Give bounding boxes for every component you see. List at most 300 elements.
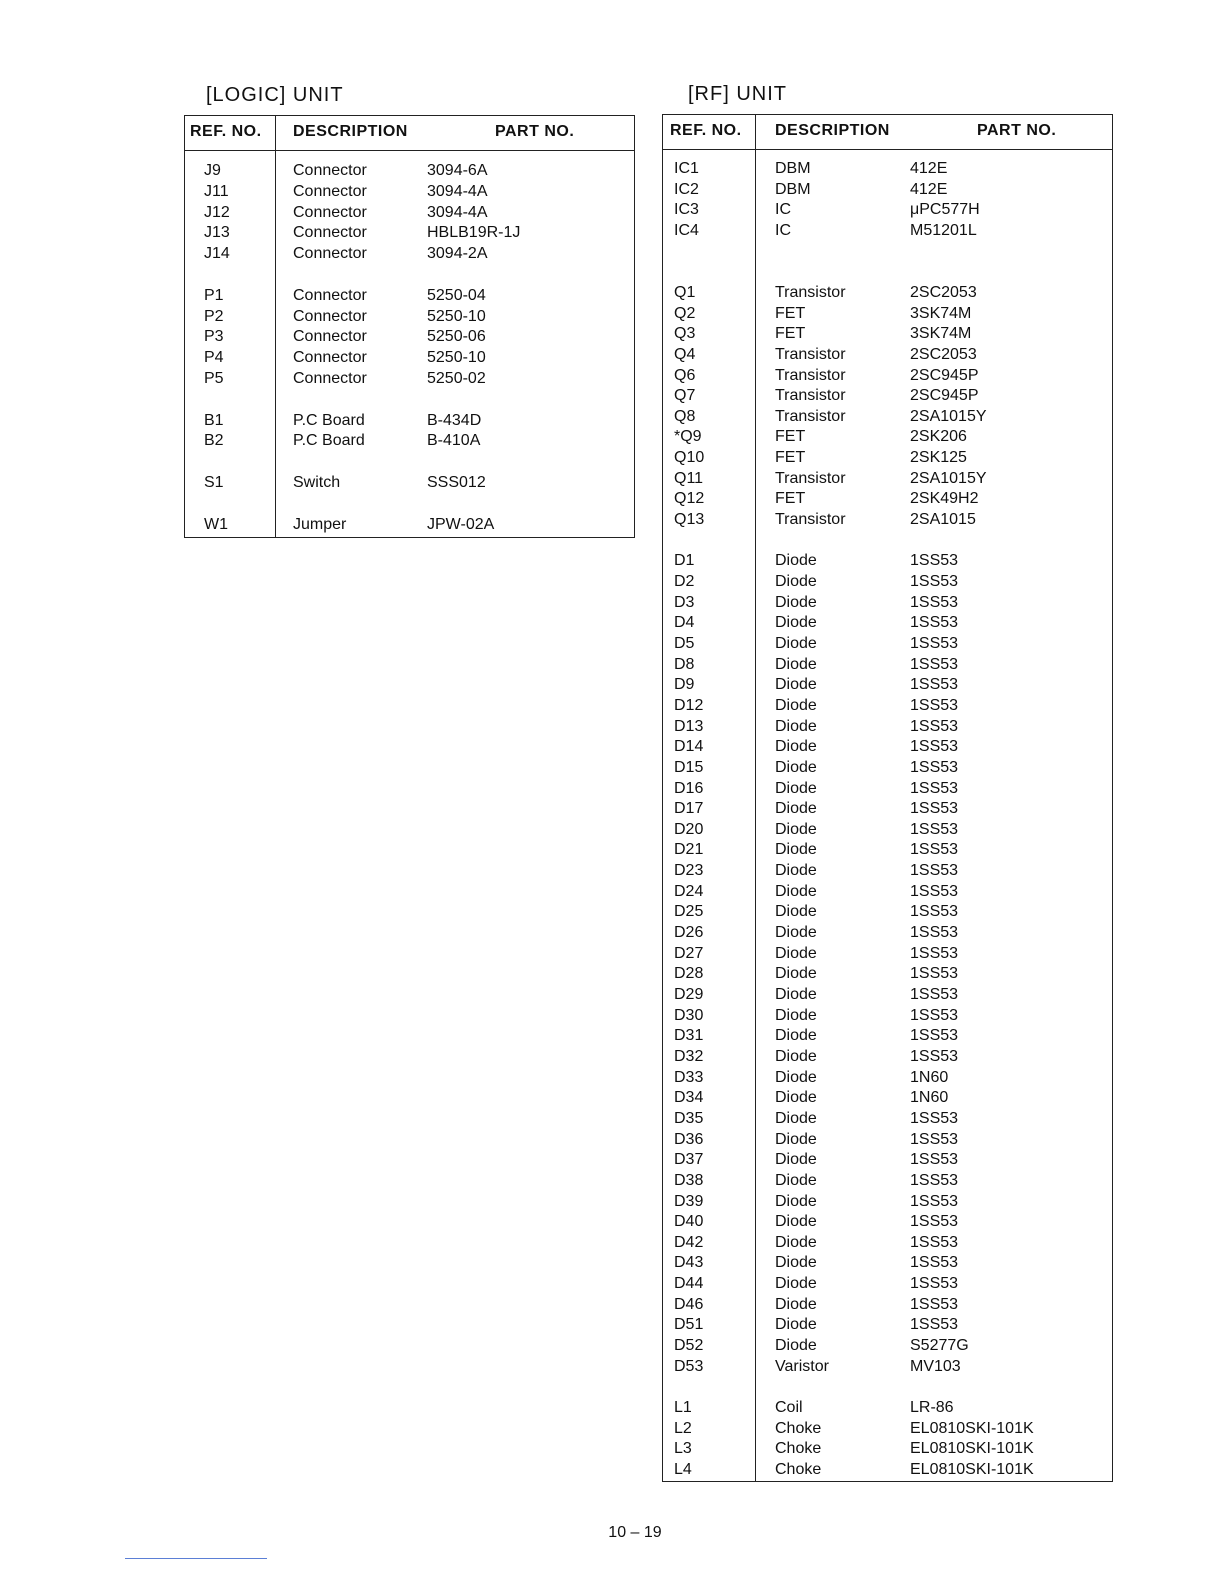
rf-unit-title: [RF] UNIT xyxy=(688,83,787,105)
table-row xyxy=(663,489,1112,509)
ref-no-cell: L4 xyxy=(674,1460,692,1478)
part-no-cell: 5250-04 xyxy=(427,286,486,304)
description-cell: Transistor xyxy=(775,511,846,529)
ref-no-cell: J14 xyxy=(204,245,230,263)
description-cell: Connector xyxy=(293,203,367,221)
description-cell: Connector xyxy=(293,245,367,263)
part-no-cell: MV103 xyxy=(910,1357,961,1375)
description-cell: Diode xyxy=(775,552,817,570)
part-no-cell: 1SS53 xyxy=(910,1254,959,1272)
table-row xyxy=(663,1274,1112,1294)
ref-no-cell: D26 xyxy=(674,924,704,942)
table-row xyxy=(663,613,1112,633)
ref-no-cell: P4 xyxy=(204,349,224,367)
ref-no-cell: D38 xyxy=(674,1171,704,1189)
table-row xyxy=(663,1088,1112,1108)
part-no-cell: JPW-02A xyxy=(427,515,495,533)
table-row xyxy=(663,1398,1112,1418)
ref-no-cell: IC1 xyxy=(674,160,699,177)
ref-no-cell: D23 xyxy=(674,862,704,880)
ref-no-cell: Q1 xyxy=(674,283,696,301)
part-no-cell: 1SS53 xyxy=(910,1192,959,1210)
ref-no-cell: J9 xyxy=(204,162,221,179)
part-no-cell: EL0810SKI-101K xyxy=(910,1460,1034,1478)
part-no-cell: 1SS53 xyxy=(910,655,959,673)
ref-no-cell: IC3 xyxy=(674,201,699,219)
ref-no-cell: D52 xyxy=(674,1337,704,1355)
description-cell: Connector xyxy=(293,162,367,179)
description-cell: FET xyxy=(775,449,806,467)
ref-no-cell: D16 xyxy=(674,779,704,797)
table-row xyxy=(663,717,1112,737)
description-cell: Diode xyxy=(775,1192,817,1210)
description-cell: Diode xyxy=(775,924,817,942)
table-row xyxy=(663,510,1112,530)
description-cell: Diode xyxy=(775,717,817,735)
description-cell: P.C Board xyxy=(293,411,365,429)
part-no-header: PART NO. xyxy=(495,123,575,140)
table-row xyxy=(663,366,1112,386)
ref-no-cell: P3 xyxy=(204,328,224,346)
description-cell: Switch xyxy=(293,474,341,491)
description-cell: Diode xyxy=(775,882,817,900)
description-cell: Diode xyxy=(775,841,817,859)
table-row xyxy=(663,1171,1112,1191)
table-row xyxy=(663,882,1112,902)
table-row xyxy=(663,159,1112,179)
table-row xyxy=(663,407,1112,427)
table-row xyxy=(663,1026,1112,1046)
ref-no-cell: D53 xyxy=(674,1357,704,1375)
ref-no-cell: D33 xyxy=(674,1068,704,1086)
table-row xyxy=(663,1150,1112,1170)
table-row xyxy=(663,448,1112,468)
description-cell: Diode xyxy=(775,1254,817,1272)
description-cell: Transistor xyxy=(775,283,846,301)
ref-no-cell: D1 xyxy=(674,552,695,570)
table-row xyxy=(663,593,1112,613)
part-no-cell: HBLB19R-1J xyxy=(427,224,521,242)
part-no-cell: 1SS53 xyxy=(910,1130,959,1148)
description-cell: Diode xyxy=(775,738,817,756)
part-no-cell: 1SS53 xyxy=(910,1027,959,1045)
ref-no-cell: D42 xyxy=(674,1233,704,1251)
table-row xyxy=(663,985,1112,1005)
part-no-cell: 5250-10 xyxy=(427,349,486,367)
part-no-cell: 1SS53 xyxy=(910,738,959,756)
ref-no-cell: Q4 xyxy=(674,345,696,363)
part-no-cell: 3094-4A xyxy=(427,182,488,200)
table-row xyxy=(663,1439,1112,1459)
table-row xyxy=(185,161,634,181)
ref-no-cell: D28 xyxy=(674,965,704,983)
table-row xyxy=(663,345,1112,365)
ref-no-cell: D21 xyxy=(674,841,704,859)
table-row xyxy=(663,840,1112,860)
part-no-cell: 1SS53 xyxy=(910,1151,959,1169)
rf-table-header xyxy=(663,115,1112,150)
ref-no-cell: D29 xyxy=(674,986,704,1003)
ref-no-cell: J11 xyxy=(204,182,229,200)
table-row xyxy=(663,324,1112,344)
ref-no-cell: J12 xyxy=(204,203,230,221)
part-no-cell: 1SS53 xyxy=(910,593,959,611)
ref-no-cell: L1 xyxy=(674,1399,692,1416)
footer-rule xyxy=(125,1558,267,1559)
part-no-cell: 412E xyxy=(910,180,948,198)
table-row xyxy=(663,655,1112,675)
ref-no-cell: D2 xyxy=(674,573,695,590)
table-row xyxy=(663,758,1112,778)
part-no-cell: B-410A xyxy=(427,432,481,450)
part-no-cell: 3SK74M xyxy=(910,325,972,343)
table-row xyxy=(663,200,1112,220)
ref-no-cell: W1 xyxy=(204,515,228,533)
table-row xyxy=(185,223,634,243)
table-row xyxy=(663,1109,1112,1129)
part-no-cell: 1SS53 xyxy=(910,779,959,797)
rf-parts-table xyxy=(662,114,1113,1482)
part-no-cell: 1SS53 xyxy=(910,944,959,962)
ref-no-cell: D14 xyxy=(674,738,704,756)
ref-no-cell: D13 xyxy=(674,717,704,735)
ref-no-cell: Q12 xyxy=(674,490,705,508)
part-no-cell: 1SS53 xyxy=(910,862,959,880)
description-cell: DBM xyxy=(775,160,811,177)
description-cell: FET xyxy=(775,490,806,508)
description-cell: Diode xyxy=(775,800,817,818)
part-no-cell: LR-86 xyxy=(910,1399,954,1416)
table-row xyxy=(663,902,1112,922)
ref-no-cell: D24 xyxy=(674,882,704,900)
part-no-cell: 1SS53 xyxy=(910,758,959,776)
description-cell: Diode xyxy=(775,944,817,962)
part-no-cell: EL0810SKI-101K xyxy=(910,1440,1034,1458)
table-row xyxy=(663,944,1112,964)
part-no-cell: 1N60 xyxy=(910,1068,949,1086)
part-no-cell: 1SS53 xyxy=(910,924,959,942)
ref-no-cell: Q13 xyxy=(674,511,705,529)
description-cell: Coil xyxy=(775,1399,803,1416)
ref-no-cell: B1 xyxy=(204,411,224,429)
part-no-cell: 2SK125 xyxy=(910,449,967,467)
description-cell: Diode xyxy=(775,634,817,652)
part-no-cell: 412E xyxy=(910,160,948,177)
description-cell: Diode xyxy=(775,676,817,694)
ref-no-cell: D15 xyxy=(674,758,704,776)
part-no-cell: SSS012 xyxy=(427,474,486,491)
part-no-cell: 1SS53 xyxy=(910,676,959,694)
logic-table-header xyxy=(185,116,634,151)
description-cell: Diode xyxy=(775,862,817,880)
table-row xyxy=(663,1068,1112,1088)
ref-no-cell: D43 xyxy=(674,1254,704,1272)
description-cell: Transistor xyxy=(775,345,846,363)
part-no-cell: 2SC945P xyxy=(910,387,979,405)
part-no-cell: 1SS53 xyxy=(910,573,959,590)
part-no-cell: 1SS53 xyxy=(910,986,959,1003)
ref-no-cell: D17 xyxy=(674,800,704,818)
part-no-cell: 1SS53 xyxy=(910,614,959,632)
table-row xyxy=(185,369,634,389)
ref-no-cell: D30 xyxy=(674,1006,704,1024)
table-row xyxy=(663,551,1112,571)
part-no-cell: 2SK206 xyxy=(910,428,967,446)
ref-no-cell: D35 xyxy=(674,1109,704,1127)
description-cell: Diode xyxy=(775,1275,817,1293)
description-cell: Connector xyxy=(293,349,367,367)
part-no-cell: 1SS53 xyxy=(910,1316,959,1334)
ref-no-cell: Q10 xyxy=(674,449,705,467)
ref-no-cell: *Q9 xyxy=(674,428,702,446)
ref-no-cell: D31 xyxy=(674,1027,704,1045)
description-cell: Connector xyxy=(293,328,367,346)
table-row xyxy=(663,1253,1112,1273)
table-row xyxy=(185,203,634,223)
table-row xyxy=(663,1233,1112,1253)
ref-no-cell: P1 xyxy=(204,286,224,304)
ref-no-cell: D3 xyxy=(674,593,695,611)
part-no-cell: 2SA1015Y xyxy=(910,407,987,425)
ref-no-cell: Q11 xyxy=(674,469,704,487)
table-row xyxy=(663,1006,1112,1026)
part-no-cell: S5277G xyxy=(910,1337,969,1355)
table-row xyxy=(663,1419,1112,1439)
table-row xyxy=(663,779,1112,799)
table-row xyxy=(185,348,634,368)
description-cell: Diode xyxy=(775,1213,817,1231)
ref-no-cell: Q6 xyxy=(674,366,696,384)
table-row xyxy=(663,1336,1112,1356)
part-no-cell: 1SS53 xyxy=(910,696,959,714)
ref-no-cell: D34 xyxy=(674,1089,704,1107)
ref-no-header: REF. NO. xyxy=(190,123,262,140)
ref-no-cell: P5 xyxy=(204,370,224,387)
logic-unit-title: [LOGIC] UNIT xyxy=(206,84,344,106)
description-cell: Diode xyxy=(775,903,817,921)
ref-no-cell: Q3 xyxy=(674,325,696,343)
table-row xyxy=(663,386,1112,406)
ref-no-cell: D20 xyxy=(674,820,704,838)
description-cell: Diode xyxy=(775,593,817,611)
description-cell: Connector xyxy=(293,224,367,242)
description-cell: Diode xyxy=(775,655,817,673)
part-no-cell: 3094-2A xyxy=(427,245,488,263)
part-no-cell: 1SS53 xyxy=(910,1213,959,1231)
table-row xyxy=(663,283,1112,303)
ref-no-cell: IC4 xyxy=(674,221,699,239)
description-cell: Diode xyxy=(775,758,817,776)
part-no-cell: 1N60 xyxy=(910,1089,949,1107)
table-row xyxy=(185,515,634,535)
description-cell: Diode xyxy=(775,820,817,838)
description-cell: FET xyxy=(775,428,806,446)
table-row xyxy=(663,964,1112,984)
table-row xyxy=(185,307,634,327)
description-cell: IC xyxy=(775,221,791,239)
description-cell: P.C Board xyxy=(293,432,365,450)
part-no-cell: 1SS53 xyxy=(910,1233,959,1251)
description-cell: Diode xyxy=(775,1109,817,1127)
part-no-cell: 5250-10 xyxy=(427,307,486,325)
part-no-cell: 1SS53 xyxy=(910,1047,959,1065)
ref-no-cell: D27 xyxy=(674,944,704,962)
ref-no-cell: Q2 xyxy=(674,304,696,322)
table-row xyxy=(185,473,634,493)
part-no-cell: 1SS53 xyxy=(910,634,959,652)
description-cell: Diode xyxy=(775,1316,817,1334)
description-cell: Diode xyxy=(775,1295,817,1313)
part-no-cell: 5250-02 xyxy=(427,370,486,387)
table-row xyxy=(663,572,1112,592)
part-no-cell: 1SS53 xyxy=(910,1171,959,1189)
part-no-cell: 1SS53 xyxy=(910,800,959,818)
part-no-cell: 2SA1015 xyxy=(910,511,976,529)
description-cell: FET xyxy=(775,325,806,343)
ref-no-cell: D12 xyxy=(674,696,704,714)
part-no-cell: 1SS53 xyxy=(910,965,959,983)
description-cell: Diode xyxy=(775,1047,817,1065)
ref-no-cell: P2 xyxy=(204,307,224,325)
ref-no-cell: D39 xyxy=(674,1192,704,1210)
part-no-cell: B-434D xyxy=(427,411,482,429)
table-row xyxy=(185,182,634,202)
table-row xyxy=(663,923,1112,943)
ref-no-cell: L2 xyxy=(674,1419,692,1437)
ref-no-cell: D25 xyxy=(674,903,704,921)
description-cell: Diode xyxy=(775,1151,817,1169)
description-cell: Transistor xyxy=(775,387,846,405)
part-no-cell: 2SK49H2 xyxy=(910,490,979,508)
table-row xyxy=(663,1212,1112,1232)
part-no-cell: 5250-06 xyxy=(427,328,486,346)
part-no-cell: μPC577H xyxy=(910,201,980,219)
description-cell: Diode xyxy=(775,965,817,983)
table-row xyxy=(663,1357,1112,1377)
ref-no-cell: Q8 xyxy=(674,407,696,425)
ref-no-cell: L3 xyxy=(674,1440,692,1458)
description-cell: Jumper xyxy=(293,515,347,533)
part-no-cell: 1SS53 xyxy=(910,1109,959,1127)
description-cell: FET xyxy=(775,304,806,322)
ref-no-cell: D8 xyxy=(674,655,695,673)
ref-no-cell: D37 xyxy=(674,1151,704,1169)
table-row xyxy=(663,634,1112,654)
description-cell: Diode xyxy=(775,696,817,714)
ref-no-cell: D4 xyxy=(674,614,695,632)
part-no-cell: 1SS53 xyxy=(910,717,959,735)
description-header: DESCRIPTION xyxy=(775,122,890,139)
description-cell: IC xyxy=(775,201,791,219)
table-row xyxy=(663,1315,1112,1335)
table-row xyxy=(663,696,1112,716)
part-no-cell: 3094-4A xyxy=(427,203,488,221)
description-cell: Transistor xyxy=(775,366,846,384)
ref-no-header: REF. NO. xyxy=(670,122,742,139)
part-no-cell: EL0810SKI-101K xyxy=(910,1419,1034,1437)
ref-no-cell: B2 xyxy=(204,432,224,450)
ref-no-cell: D5 xyxy=(674,634,695,652)
table-row xyxy=(663,1192,1112,1212)
part-no-cell: 2SC2053 xyxy=(910,345,977,363)
part-no-cell: 3SK74M xyxy=(910,304,972,322)
description-cell: Diode xyxy=(775,1171,817,1189)
description-cell: Transistor xyxy=(775,469,846,487)
part-no-header: PART NO. xyxy=(977,122,1057,139)
table-row xyxy=(663,180,1112,200)
ref-no-cell: D46 xyxy=(674,1295,704,1313)
description-cell: Diode xyxy=(775,1233,817,1251)
description-cell: Diode xyxy=(775,573,817,590)
ref-no-cell: D32 xyxy=(674,1047,704,1065)
part-no-cell: 2SC2053 xyxy=(910,283,977,301)
part-no-cell: 1SS53 xyxy=(910,882,959,900)
description-cell: DBM xyxy=(775,180,811,198)
table-row xyxy=(663,737,1112,757)
description-cell: Diode xyxy=(775,614,817,632)
description-cell: Diode xyxy=(775,1027,817,1045)
table-row xyxy=(185,431,634,451)
logic-parts-table xyxy=(184,115,635,538)
table-row xyxy=(185,411,634,431)
description-cell: Varistor xyxy=(775,1357,829,1375)
part-no-cell: 1SS53 xyxy=(910,841,959,859)
ref-no-cell: D40 xyxy=(674,1213,704,1231)
table-row xyxy=(663,1460,1112,1480)
ref-no-cell: S1 xyxy=(204,474,224,491)
part-no-cell: 1SS53 xyxy=(910,1006,959,1024)
description-cell: Choke xyxy=(775,1440,822,1458)
ref-no-cell: D36 xyxy=(674,1130,704,1148)
description-cell: Connector xyxy=(293,286,367,304)
description-cell: Connector xyxy=(293,370,367,387)
table-row xyxy=(663,1295,1112,1315)
description-header: DESCRIPTION xyxy=(293,123,408,140)
part-no-cell: 1SS53 xyxy=(910,552,959,570)
table-row xyxy=(663,427,1112,447)
ref-no-cell: IC2 xyxy=(674,180,699,198)
description-cell: Diode xyxy=(775,1089,817,1107)
description-cell: Diode xyxy=(775,986,817,1003)
table-row xyxy=(185,244,634,264)
ref-no-cell: J13 xyxy=(204,224,230,242)
description-cell: Transistor xyxy=(775,407,846,425)
table-row xyxy=(663,469,1112,489)
part-no-cell: 1SS53 xyxy=(910,820,959,838)
part-no-cell: 2SC945P xyxy=(910,366,979,384)
page-number: 10 – 19 xyxy=(608,1524,662,1541)
table-row xyxy=(663,304,1112,324)
description-cell: Choke xyxy=(775,1419,822,1437)
part-no-cell: M51201L xyxy=(910,221,977,239)
table-row xyxy=(185,327,634,347)
table-row xyxy=(663,861,1112,881)
description-cell: Diode xyxy=(775,1337,817,1355)
description-cell: Diode xyxy=(775,779,817,797)
table-row xyxy=(663,820,1112,840)
table-row xyxy=(663,1047,1112,1067)
part-no-cell: 1SS53 xyxy=(910,903,959,921)
ref-no-cell: D44 xyxy=(674,1275,704,1293)
table-row xyxy=(663,799,1112,819)
part-no-cell: 1SS53 xyxy=(910,1275,959,1293)
table-row xyxy=(663,1130,1112,1150)
table-row xyxy=(663,675,1112,695)
description-cell: Diode xyxy=(775,1130,817,1148)
table-row xyxy=(185,286,634,306)
part-no-cell: 2SA1015Y xyxy=(910,469,987,487)
table-row xyxy=(663,221,1112,241)
